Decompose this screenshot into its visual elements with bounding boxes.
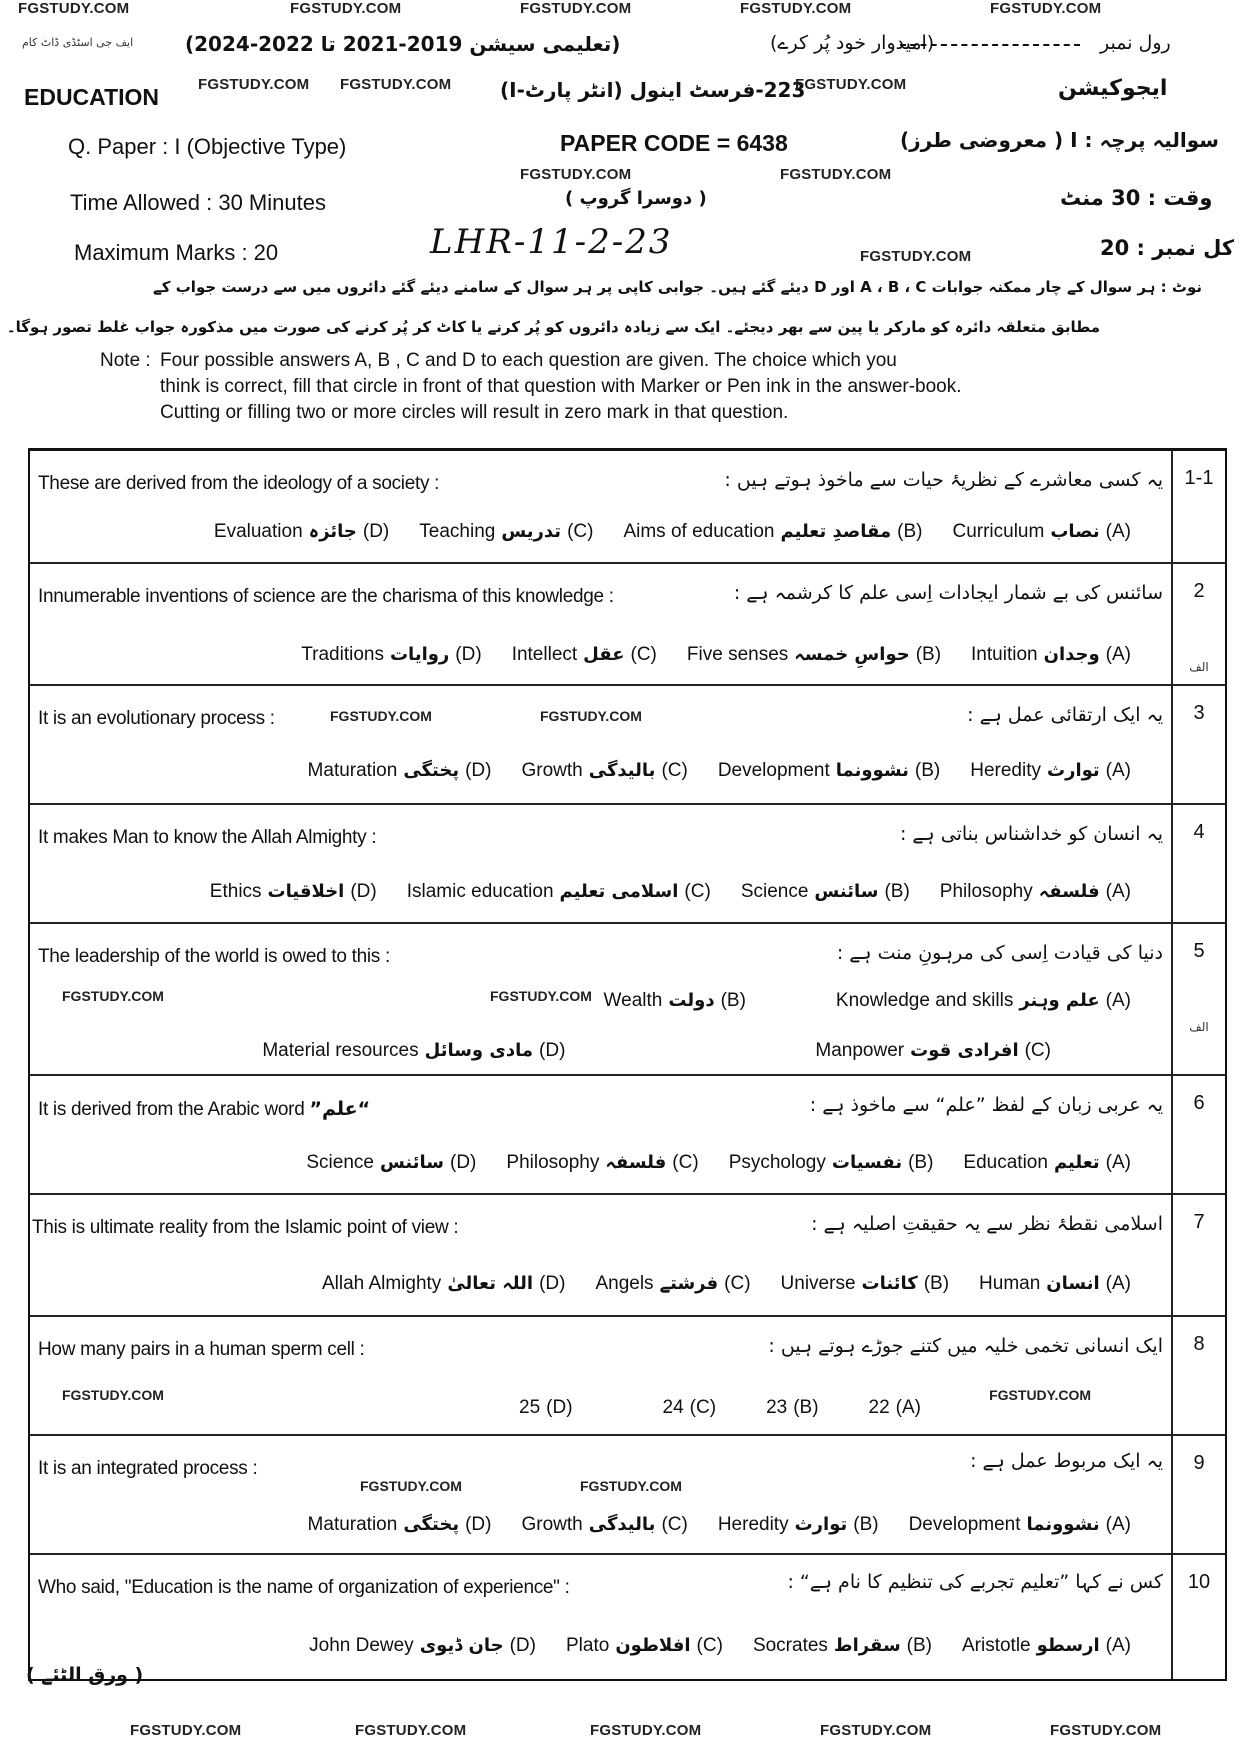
option-d[interactable]: (D) جان ڈیوی John Dewey <box>309 1635 536 1656</box>
watermark: FGSTUDY.COM <box>330 708 432 724</box>
side-mark: الف <box>1189 660 1209 674</box>
options-row2 <box>262 1040 1051 1062</box>
option-d[interactable]: (D) مادی وسائل Material resources <box>262 1040 566 1061</box>
option-c[interactable]: (C) بالیدگی Growth <box>521 1514 688 1535</box>
options <box>301 644 1131 666</box>
option-c[interactable]: (C) عقل Intellect <box>511 644 657 665</box>
turn-over-label: ( ورق الٹئے ) <box>26 1664 144 1686</box>
question-text-en: These are derived from the ideology of a society : <box>38 473 440 494</box>
watermark-bottom-5: FGSTUDY.COM <box>1050 1722 1162 1739</box>
time-allowed-ur: وقت : 30 منٹ <box>1060 186 1213 210</box>
question-row <box>30 1317 1225 1436</box>
watermark-bottom-4: FGSTUDY.COM <box>820 1722 932 1739</box>
question-number: 6 <box>1193 1092 1205 1114</box>
question-number: 8 <box>1193 1333 1205 1355</box>
exam-title-ur: 223-فرسٹ اینول (انٹر پارٹ-I) <box>500 78 806 102</box>
question-row <box>30 805 1225 924</box>
group-ur: ( دوسرا گروپ ) <box>565 188 707 209</box>
note-label: Note : <box>100 350 151 371</box>
note-en-line3: Cutting or filling two or more circles will result in zero mark in that question. <box>160 402 789 423</box>
option-b[interactable]: (B) مقاصدِ تعلیم Aims of education <box>623 521 923 542</box>
question-number: 1-1 <box>1184 467 1214 489</box>
note-urdu-line1: نوٹ : ہر سوال کے چار ممکنہ جوابات A ، B ، C اور D دیئے گئے ہیں۔ جوابی کاپی پر ہر سوال کے سامنے دیئے گئے دائروں میں سے درست جواب کے <box>153 278 1202 296</box>
watermark-top-2: FGSTUDY.COM <box>290 0 402 17</box>
options <box>309 1635 1131 1657</box>
note-en-line2: think is correct, fill that circle in front of that question with Marker or Pen ink in the answer-book. <box>160 376 962 397</box>
watermark-top-1: FGSTUDY.COM <box>18 0 130 17</box>
watermark-top-3: FGSTUDY.COM <box>520 0 632 17</box>
question-text-ur: یہ ایک ارتقائی عمل ہے : <box>967 704 1163 726</box>
options <box>308 760 1131 782</box>
question-text-en: Who said, "Education is the name of organization of experience" : <box>38 1577 570 1598</box>
option-c[interactable]: (C) 24 <box>662 1397 717 1418</box>
question-text-en: It makes Man to know the Allah Almighty : <box>38 827 377 848</box>
option-b[interactable]: (B) کائنات Universe <box>780 1273 950 1294</box>
watermark-urdu: ایف جی اسٹڈی ڈاٹ کام <box>22 36 134 49</box>
question-row <box>30 1195 1225 1317</box>
question-number: 2 <box>1193 580 1205 602</box>
option-b[interactable]: (B) 23 <box>766 1397 819 1418</box>
option-c[interactable]: (C) تدریس Teaching <box>419 521 594 542</box>
question-number: 9 <box>1193 1452 1205 1474</box>
option-b[interactable]: (B) سائنس Science <box>740 881 910 902</box>
options <box>308 1514 1131 1536</box>
option-d[interactable]: (D) اللہ تعالیٰ Allah Almighty <box>321 1273 566 1294</box>
question-row <box>30 686 1225 805</box>
options <box>214 521 1131 543</box>
watermark: FGSTUDY.COM <box>540 708 642 724</box>
options <box>519 1397 921 1419</box>
question-row <box>30 1555 1225 1679</box>
question-text-ur: سائنس کی بے شمار ایجادات اِسی علم کا کرشمہ ہے : <box>733 582 1163 604</box>
option-d[interactable]: (D) پختگی Maturation <box>307 760 492 781</box>
time-allowed-en: Time Allowed : 30 Minutes <box>70 190 326 215</box>
watermark-h5-1: FGSTUDY.COM <box>860 248 972 265</box>
option-d[interactable]: (D) پختگی Maturation <box>307 1514 492 1535</box>
note-en-line1: Four possible answers A, B , C and D to each question are given. The choice which you <box>160 350 897 371</box>
question-row <box>30 1076 1225 1195</box>
question-text-ur: یہ انسان کو خداشناس بناتی ہے : <box>899 823 1163 845</box>
question-number: 3 <box>1193 702 1205 724</box>
roll-no-dashes <box>900 44 1080 46</box>
question-text-en: It is derived from the Arabic word “علم” <box>38 1098 370 1120</box>
watermark: FGSTUDY.COM <box>62 988 164 1004</box>
option-d[interactable]: (D) 25 <box>519 1397 573 1418</box>
option-c[interactable]: (C) فلسفہ Philosophy <box>506 1152 699 1173</box>
question-table <box>28 448 1227 1681</box>
option-b[interactable]: (B) نفسیات Psychology <box>728 1152 934 1173</box>
max-marks-ur: کل نمبر : 20 <box>1100 236 1235 260</box>
question-text-ur: یہ کسی معاشرے کے نظریۂ حیات سے ماخوذ ہوتے ہیں : <box>724 469 1163 491</box>
question-text-ur: کس نے کہا ”تعلیم تجربے کی تنظیم کا نام ہے“ : <box>787 1571 1163 1593</box>
option-a[interactable]: (A) تعلیم Education <box>963 1152 1131 1173</box>
option-a[interactable]: (A) ارسطو Aristotle <box>961 1635 1131 1656</box>
question-text-ur: یہ ایک مربوط عمل ہے : <box>970 1450 1163 1472</box>
note-urdu-line2: مطابق متعلقہ دائرہ کو مارکر یا پین سے بھر دیجئے۔ ایک سے زیادہ دائروں کو پُر کرنے یا کاٹ کر پُر کرنے کی صورت میں مذکورہ جواب غلط تصور ہوگا۔ <box>6 318 1100 336</box>
option-d[interactable]: (D) روایات Traditions <box>301 644 482 665</box>
question-text-ur: یہ عربی زبان کے لفظ ”علم“ سے ماخوذ ہے : <box>809 1094 1163 1116</box>
question-number: 4 <box>1193 821 1205 843</box>
option-a[interactable]: (A) فلسفہ Philosophy <box>939 881 1131 902</box>
options <box>210 881 1131 903</box>
option-c[interactable]: (C) اسلامی تعلیم Islamic education <box>406 881 711 902</box>
option-c[interactable]: (C) بالیدگی Growth <box>521 760 688 781</box>
option-c[interactable]: (C) فرشتے Angels <box>595 1273 751 1294</box>
watermark-h4-2: FGSTUDY.COM <box>780 166 892 183</box>
side-mark: الف <box>1189 1020 1209 1034</box>
session-label: (تعلیمی سیشن 2019-2021 تا 2022-2024) <box>185 32 621 56</box>
option-a[interactable]: (A) نشوونما Development <box>908 1514 1131 1535</box>
option-b[interactable]: (B) حواسِ خمسہ Five senses <box>686 644 942 665</box>
question-row <box>30 924 1225 1076</box>
option-d[interactable]: (D) جائزہ Evaluation <box>213 521 390 542</box>
option-b[interactable]: (B) توارث Heredity <box>717 1514 879 1535</box>
question-text-en: Innumerable inventions of science are the charisma of this knowledge : <box>38 586 614 607</box>
watermark-h2-3: FGSTUDY.COM <box>795 76 907 93</box>
subject-en: EDUCATION <box>24 84 160 110</box>
watermark-h2-2: FGSTUDY.COM <box>340 76 452 93</box>
watermark-h2-1: FGSTUDY.COM <box>198 76 310 93</box>
option-b[interactable]: (B) دولت Wealth <box>603 990 746 1011</box>
question-text-ur: دنیا کی قیادت اِسی کی مرہونِ منت ہے : <box>836 942 1163 964</box>
question-row <box>30 451 1225 564</box>
paper-code: PAPER CODE = 6438 <box>560 130 788 156</box>
options-row1 <box>604 990 1131 1012</box>
question-number: 10 <box>1187 1571 1211 1593</box>
question-row <box>30 1436 1225 1555</box>
question-number: 5 <box>1193 940 1205 962</box>
option-a[interactable]: (A) نصاب Curriculum <box>952 521 1131 542</box>
option-a[interactable]: (A) انسان Human <box>979 1273 1131 1294</box>
watermark: FGSTUDY.COM <box>580 1478 682 1494</box>
max-marks-en: Maximum Marks : 20 <box>74 240 279 265</box>
option-b[interactable]: (B) نشوونما Development <box>717 760 941 781</box>
question-row <box>30 564 1225 686</box>
watermark: FGSTUDY.COM <box>62 1387 164 1403</box>
watermark-top-4: FGSTUDY.COM <box>740 0 852 17</box>
watermark: FGSTUDY.COM <box>360 1478 462 1494</box>
question-text-en: It is an integrated process : <box>38 1458 258 1479</box>
option-a[interactable]: (A) علم وہنر Knowledge and skills <box>835 990 1131 1011</box>
option-a[interactable]: (A) وجدان Intuition <box>971 644 1131 665</box>
paper-type-ur: سوالیہ پرچہ : I ( معروضی طرز) <box>900 128 1219 152</box>
watermark-top-5: FGSTUDY.COM <box>990 0 1102 17</box>
watermark: FGSTUDY.COM <box>989 1387 1091 1403</box>
question-text-en: How many pairs in a human sperm cell : <box>38 1339 365 1360</box>
option-c[interactable]: (C) افرادی قوت Manpower <box>815 1040 1051 1061</box>
question-text-ur: ایک انسانی تخمی خلیہ میں کتنے جوڑے ہوتے ہیں : <box>768 1335 1163 1357</box>
question-text-ur: اسلامی نقطۂ نظر سے یہ حقیقتِ اصلیہ ہے : <box>811 1213 1163 1235</box>
option-a[interactable]: (A) توارث Heredity <box>970 760 1131 781</box>
option-d[interactable]: (D) اخلاقیات Ethics <box>209 881 377 902</box>
watermark: FGSTUDY.COM <box>490 988 592 1004</box>
options <box>322 1273 1131 1295</box>
options <box>306 1152 1131 1174</box>
question-text-en: It is an evolutionary process : <box>38 708 275 729</box>
roll-no-hint: (امیدوار خود پُر کرے) <box>770 32 935 54</box>
watermark-h4-1: FGSTUDY.COM <box>520 166 632 183</box>
paper-type-en: Q. Paper : I (Objective Type) <box>68 134 347 159</box>
option-a[interactable]: (A) 22 <box>868 1397 921 1418</box>
watermark-bottom-1: FGSTUDY.COM <box>130 1722 242 1739</box>
watermark-bottom-3: FGSTUDY.COM <box>590 1722 702 1739</box>
watermark-bottom-2: FGSTUDY.COM <box>355 1722 467 1739</box>
option-d[interactable]: (D) سائنس Science <box>306 1152 477 1173</box>
question-number: 7 <box>1193 1211 1205 1233</box>
option-c[interactable]: (C) افلاطون Plato <box>566 1635 723 1656</box>
question-text-en: The leadership of the world is owed to this : <box>38 946 390 967</box>
question-text-en: This is ultimate reality from the Islamic point of view : <box>32 1217 459 1238</box>
handwritten-code: LHR-11-2-23 <box>430 222 673 262</box>
subject-ur: ایجوکیشن <box>1058 76 1168 101</box>
option-b[interactable]: (B) سقراط Socrates <box>752 1635 932 1656</box>
roll-no-label: رول نمبر <box>1100 32 1171 54</box>
